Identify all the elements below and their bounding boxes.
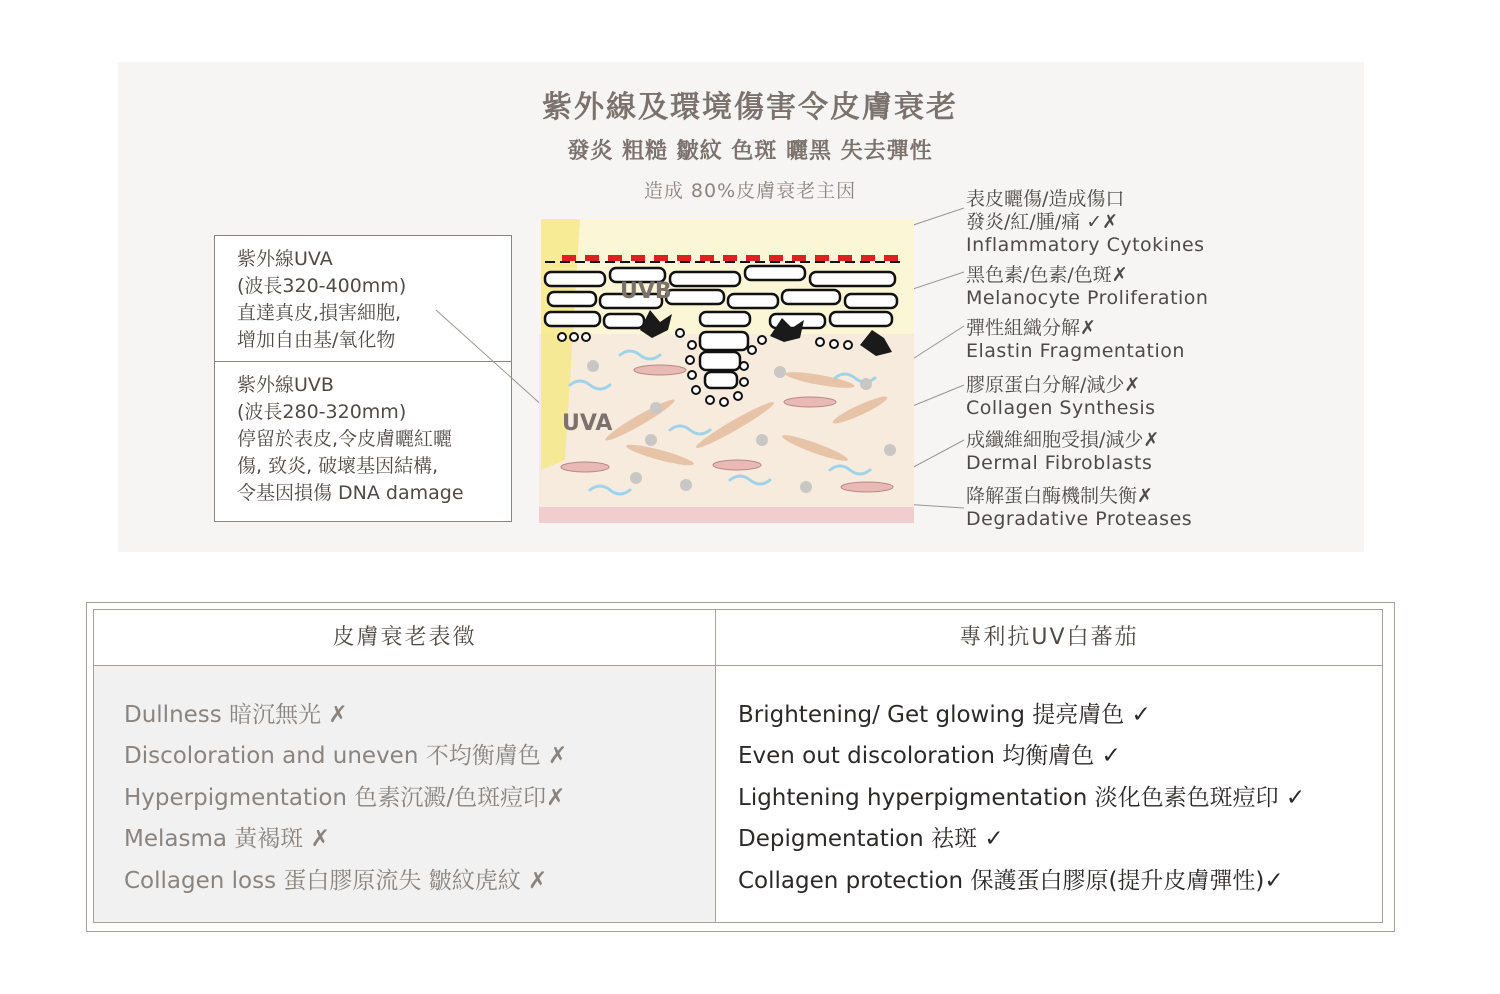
list-item: Lightening hyperpigmentation 淡化色素色斑痘印 ✓ xyxy=(738,785,1306,811)
annotation-proteases xyxy=(966,485,1192,531)
annotation-zh: 彈性組織分解✗ xyxy=(966,317,1096,339)
annotation-melanocyte xyxy=(966,264,1208,310)
uvb-line: 傷, 致炎, 破壞基因結構, xyxy=(237,455,439,477)
annotation-collagen xyxy=(966,374,1156,420)
uva-line: 直達真皮,損害細胞, xyxy=(237,302,402,324)
uvb-line: 停留於表皮,令皮膚曬紅曬 xyxy=(237,428,453,450)
list-item: Brightening/ Get glowing 提亮膚色 ✓ xyxy=(738,702,1151,728)
annotation-zh: 黑色素/色素/色斑✗ xyxy=(966,264,1128,286)
list-item: Even out discoloration 均衡膚色 ✓ xyxy=(738,743,1121,769)
annotation-zh: 表皮曬傷/造成傷口 xyxy=(966,188,1125,210)
annotation-zh: 成纖維細胞受損/減少✗ xyxy=(966,429,1160,451)
table-header-aging: 皮膚衰老表徵 xyxy=(94,610,716,666)
annotation-en: Inflammatory Cytokines xyxy=(966,234,1205,256)
tomato-benefits-column xyxy=(716,666,1382,922)
uvb-line: 令基因損傷 DNA damage xyxy=(237,482,464,504)
annotation-zh: 降解蛋白酶機制失衡✗ xyxy=(966,485,1153,507)
list-item: Dullness 暗沉無光 ✗ xyxy=(124,702,348,728)
uvb-label: UVB xyxy=(620,279,672,304)
list-item: Hyperpigmentation 色素沉澱/色斑痘印✗ xyxy=(124,785,566,811)
annotation-zh: 膠原蛋白分解/減少✗ xyxy=(966,374,1141,396)
page-note: 造成 80%皮膚衰老主因 xyxy=(643,180,857,202)
annotation-en: Degradative Proteases xyxy=(966,508,1193,530)
page-title: 紫外線及環境傷害令皮膚衰老 xyxy=(542,90,958,125)
annotation-elastin xyxy=(966,317,1185,363)
annotation-zh: 發炎/紅/腫/痛 ✓✗ xyxy=(966,211,1119,233)
uvb-line: 紫外線UVB xyxy=(237,374,334,396)
annotation-inflammatory xyxy=(966,188,1205,257)
list-item: Collagen protection 保護蛋白膠原(提升皮膚彈性)✓ xyxy=(738,868,1284,894)
table-header-tomato: 專利抗UV白蕃茄 xyxy=(716,610,1382,666)
annotation-fibroblasts xyxy=(966,429,1159,475)
aging-signs-column xyxy=(94,666,716,922)
uva-line: 增加自由基/氧化物 xyxy=(237,329,396,351)
base-layer xyxy=(539,507,914,523)
leader-line xyxy=(436,310,545,408)
list-item: Melasma 黃褐斑 ✗ xyxy=(124,826,330,852)
uva-line: (波長320-400mm) xyxy=(237,275,407,297)
annotation-en: Dermal Fibroblasts xyxy=(966,452,1153,474)
list-item: Depigmentation 祛斑 ✓ xyxy=(738,826,1004,852)
list-item: Collagen loss 蛋白膠原流失 皺紋虎紋 ✗ xyxy=(124,868,548,894)
annotation-en: Melanocyte Proliferation xyxy=(966,287,1209,309)
uva-line: 紫外線UVA xyxy=(237,248,333,270)
uva-label: UVA xyxy=(562,411,613,436)
annotation-en: Collagen Synthesis xyxy=(966,397,1156,419)
page-subtitle: 發炎 粗糙 皺紋 色斑 曬黑 失去彈性 xyxy=(567,139,933,164)
list-item: Discoloration and uneven 不均衡膚色 ✗ xyxy=(124,743,568,769)
comparison-table xyxy=(93,609,1383,923)
uvb-line: (波長280-320mm) xyxy=(237,401,407,423)
annotation-en: Elastin Fragmentation xyxy=(966,340,1185,362)
